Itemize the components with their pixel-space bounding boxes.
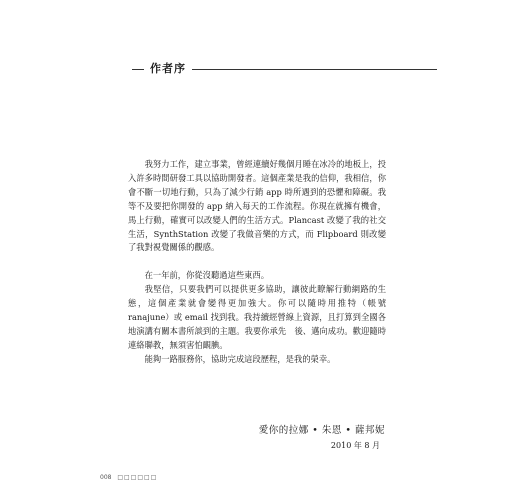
page-title: 作者序: [150, 62, 186, 75]
paragraph-1: 我努力工作，建立事業，曾經連續好幾個月睡在冰冷的地板上，投入許多時間研發工具以協助開發者。這個產業是我的信仰，我相信，你會不斷一切地行動，只為了減少行銷 app 時所遇到的恐懼和障礙。我等不及要把你開發的 app 納入每天的工作流程。你現在就擁有機會，馬上行動，確實可以改變人們的生活方式。Plancast 改變了我的社交生活，SynthStation 改變了我做音樂的方式，而 Flipboard 則改變了我對視覺關係的觀感。: [128, 159, 386, 253]
signature-date: 2010 年 8 月: [330, 441, 380, 450]
header-rule-left: [132, 69, 144, 70]
running-title: □□□□□□: [117, 474, 158, 481]
paragraph-2: 在一年前，你從沒聽過這些東西。: [144, 270, 270, 281]
header-rule-right: [192, 69, 437, 70]
author-signature: 愛你的拉娜 • 朱恩 • 薩邦妮: [258, 425, 385, 436]
page-footer: [100, 474, 157, 482]
preface-body: [128, 158, 386, 367]
paragraph-4: 能夠一路服務你，協助完成這段歷程，是我的榮幸。: [144, 353, 336, 364]
paragraph-3: 我堅信，只要我們可以提供更多協助，讓彼此瞭解行動網路的生態，這個產業就會變得更加強大。你可以隨時用推特（帳號 ranajune）或 email 找到我。我持續經營線上資源，且打算到全國各地演講有關本書所談到的主題。我要你承先 後、邁向成功。歡迎隨時連絡聯教，無須害怕靦腆。: [128, 284, 386, 350]
section-header: [132, 62, 437, 76]
page-number: 008: [100, 474, 112, 481]
